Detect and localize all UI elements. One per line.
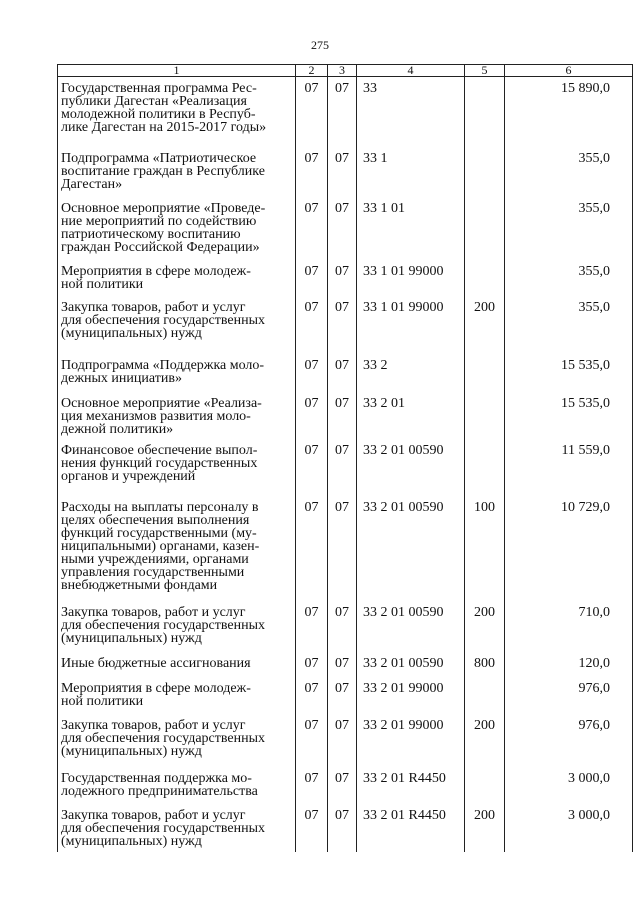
row-subsection — [328, 442, 357, 499]
row-section — [296, 604, 328, 655]
row-subsection — [328, 357, 357, 395]
row-amount — [505, 770, 633, 807]
row-subsection — [328, 299, 357, 357]
row-amount — [505, 299, 633, 357]
table-row — [58, 150, 633, 200]
row-amount-text: 355,0 — [578, 299, 610, 315]
row-amount-text: 355,0 — [578, 150, 610, 166]
row-amount-text: 3 000,0 — [568, 770, 610, 786]
row-target-article — [357, 395, 465, 442]
row-section-text: 07 — [304, 770, 319, 786]
table-header — [58, 65, 633, 77]
row-section-text: 07 — [304, 263, 319, 279]
row-subsection-text: 07 — [335, 499, 349, 515]
row-subsection-text: 07 — [335, 604, 349, 620]
row-amount — [505, 442, 633, 499]
row-expense-type — [465, 77, 505, 150]
row-section — [296, 200, 328, 263]
row-name — [58, 200, 296, 263]
row-amount — [505, 604, 633, 655]
row-name-text: Мероприятия в сфере молодеж- ной политики — [61, 680, 251, 709]
row-section-text: 07 — [304, 200, 319, 216]
row-name — [58, 717, 296, 770]
column-header-2: 2 — [296, 65, 328, 77]
row-name — [58, 770, 296, 807]
row-subsection-text: 07 — [335, 263, 349, 279]
row-name — [58, 604, 296, 655]
column-header-6: 6 — [505, 65, 633, 77]
row-name — [58, 77, 296, 150]
row-target-article — [357, 200, 465, 263]
column-header-1: 1 — [58, 65, 296, 77]
table-row — [58, 263, 633, 299]
row-amount-text: 11 559,0 — [561, 442, 610, 458]
row-target-article-text: 33 — [363, 81, 377, 96]
row-section-text: 07 — [304, 357, 319, 373]
row-target-article — [357, 150, 465, 200]
row-target-article-text: 33 2 01 00590 — [363, 655, 444, 671]
row-amount — [505, 263, 633, 299]
row-amount-text: 15 535,0 — [561, 357, 610, 373]
row-section-text: 07 — [304, 299, 319, 315]
row-section — [296, 717, 328, 770]
row-amount-text: 15 890,0 — [561, 81, 610, 96]
row-subsection-text: 07 — [335, 680, 349, 696]
row-expense-type — [465, 680, 505, 717]
row-section-text: 07 — [304, 604, 319, 620]
row-name-text: Мероприятия в сфере молодеж- ной политики — [61, 263, 251, 292]
row-section — [296, 655, 328, 680]
row-expense-type — [465, 150, 505, 200]
row-expense-type — [465, 442, 505, 499]
row-target-article-text: 33 2 01 — [363, 395, 405, 411]
table-row — [58, 395, 633, 442]
row-name — [58, 655, 296, 680]
row-subsection-text: 07 — [335, 442, 349, 458]
row-section — [296, 499, 328, 604]
row-expense-type — [465, 499, 505, 604]
row-section-text: 07 — [304, 81, 319, 96]
row-name — [58, 395, 296, 442]
row-name-text: Финансовое обеспечение выпол- нения функций государственных органов и учреждений — [61, 442, 258, 484]
row-section — [296, 77, 328, 150]
row-name-text: Иные бюджетные ассигнования — [61, 655, 251, 671]
row-expense-type-text: 200 — [474, 604, 495, 620]
row-subsection — [328, 77, 357, 150]
table-row — [58, 299, 633, 357]
row-target-article — [357, 499, 465, 604]
row-expense-type-text: 200 — [474, 717, 495, 733]
row-amount-text: 120,0 — [578, 655, 610, 671]
row-target-article-text: 33 1 — [363, 150, 388, 166]
row-expense-type-text: 200 — [474, 299, 495, 315]
row-amount — [505, 807, 633, 852]
row-target-article-text: 33 1 01 — [363, 200, 405, 216]
row-amount — [505, 150, 633, 200]
row-target-article-text: 33 2 01 00590 — [363, 442, 444, 458]
row-section — [296, 680, 328, 717]
row-target-article — [357, 807, 465, 852]
row-amount-text: 355,0 — [578, 200, 610, 216]
row-expense-type — [465, 604, 505, 655]
row-subsection-text: 07 — [335, 357, 349, 373]
row-expense-type — [465, 770, 505, 807]
row-target-article-text: 33 2 01 R4450 — [363, 770, 446, 786]
row-name — [58, 499, 296, 604]
row-name — [58, 807, 296, 852]
row-subsection — [328, 655, 357, 680]
row-name — [58, 357, 296, 395]
row-subsection-text: 07 — [335, 150, 349, 166]
row-section-text: 07 — [304, 150, 319, 166]
row-amount-text: 10 729,0 — [561, 499, 610, 515]
row-name-text: Подпрограмма «Поддержка моло- дежных инициатив» — [61, 357, 265, 386]
row-amount — [505, 77, 633, 150]
table-row — [58, 499, 633, 604]
table-row — [58, 200, 633, 263]
row-subsection — [328, 263, 357, 299]
row-subsection — [328, 499, 357, 604]
row-target-article-text: 33 1 01 99000 — [363, 299, 444, 315]
row-section-text: 07 — [304, 807, 319, 823]
row-name — [58, 680, 296, 717]
row-section — [296, 150, 328, 200]
row-section — [296, 357, 328, 395]
row-amount-text: 355,0 — [578, 263, 610, 279]
row-target-article — [357, 717, 465, 770]
row-expense-type — [465, 655, 505, 680]
row-section-text: 07 — [304, 680, 319, 696]
row-name-text: Закупка товаров, работ и услуг для обеспечения государственных (муниципальных) нужд — [61, 717, 265, 759]
row-amount-text: 3 000,0 — [568, 807, 610, 823]
row-amount — [505, 499, 633, 604]
row-target-article-text: 33 2 01 00590 — [363, 499, 444, 515]
table-row — [58, 77, 633, 150]
row-target-article — [357, 263, 465, 299]
row-name-text: Расходы на выплаты персоналу в целях обеспечения выполнения функций государственными (му- ниципальными) органами, казен- ными учреждениями, органами управления государственными внебюджетными фондами — [61, 499, 260, 593]
column-header-5: 5 — [465, 65, 505, 77]
row-target-article-text: 33 2 01 99000 — [363, 717, 444, 733]
row-expense-type — [465, 395, 505, 442]
row-section-text: 07 — [304, 717, 319, 733]
row-amount — [505, 395, 633, 442]
row-target-article-text: 33 2 01 00590 — [363, 604, 444, 620]
row-expense-type — [465, 299, 505, 357]
row-expense-type-text: 200 — [474, 807, 495, 823]
row-amount — [505, 717, 633, 770]
table-row — [58, 680, 633, 717]
row-subsection — [328, 604, 357, 655]
row-amount-text: 710,0 — [578, 604, 610, 620]
table-row — [58, 807, 633, 852]
row-section — [296, 395, 328, 442]
row-target-article-text: 33 2 — [363, 357, 388, 373]
row-section — [296, 807, 328, 852]
row-section-text: 07 — [304, 395, 319, 411]
row-section-text: 07 — [304, 499, 319, 515]
row-target-article — [357, 299, 465, 357]
row-expense-type-text: 100 — [474, 499, 495, 515]
row-amount — [505, 680, 633, 717]
row-amount-text: 976,0 — [578, 680, 610, 696]
budget-table — [57, 64, 633, 852]
table-row — [58, 442, 633, 499]
row-amount — [505, 655, 633, 680]
row-subsection — [328, 680, 357, 717]
column-header-4: 4 — [357, 65, 465, 77]
row-name-text: Подпрограмма «Патриотическое воспитание граждан в Республике Дагестан» — [61, 150, 265, 192]
row-name — [58, 263, 296, 299]
row-expense-type — [465, 807, 505, 852]
row-name — [58, 299, 296, 357]
column-header-3: 3 — [328, 65, 357, 77]
row-section — [296, 263, 328, 299]
row-subsection-text: 07 — [335, 807, 349, 823]
row-target-article — [357, 770, 465, 807]
row-subsection-text: 07 — [335, 81, 349, 96]
row-expense-type — [465, 357, 505, 395]
row-name-text: Закупка товаров, работ и услуг для обеспечения государственных (муниципальных) нужд — [61, 604, 265, 646]
row-subsection-text: 07 — [335, 770, 349, 786]
header-row — [58, 65, 633, 77]
row-target-article — [357, 442, 465, 499]
row-name — [58, 442, 296, 499]
row-amount — [505, 357, 633, 395]
row-subsection-text: 07 — [335, 717, 349, 733]
row-subsection — [328, 717, 357, 770]
row-target-article — [357, 357, 465, 395]
row-subsection-text: 07 — [335, 299, 349, 315]
row-expense-type — [465, 717, 505, 770]
row-section-text: 07 — [304, 442, 319, 458]
table-row — [58, 655, 633, 680]
table-row — [58, 770, 633, 807]
row-expense-type — [465, 200, 505, 263]
row-name-text: Закупка товаров, работ и услуг для обеспечения государственных (муниципальных) нужд — [61, 807, 265, 849]
row-target-article — [357, 655, 465, 680]
row-name-text: Государственная программа Рес- публики Дагестан «Реализация молодежной политики в Респуб- лике Дагестан на 2015-2017 годы» — [61, 81, 267, 135]
row-amount-text: 976,0 — [578, 717, 610, 733]
row-target-article-text: 33 2 01 R4450 — [363, 807, 446, 823]
row-target-article-text: 33 2 01 99000 — [363, 680, 444, 696]
row-target-article — [357, 680, 465, 717]
row-expense-type-text: 800 — [474, 655, 495, 671]
row-expense-type — [465, 263, 505, 299]
row-name-text: Закупка товаров, работ и услуг для обеспечения государственных (муниципальных) нужд — [61, 299, 265, 341]
row-subsection-text: 07 — [335, 655, 349, 671]
row-section-text: 07 — [304, 655, 319, 671]
row-subsection-text: 07 — [335, 395, 349, 411]
row-name — [58, 150, 296, 200]
table-row — [58, 604, 633, 655]
row-section — [296, 299, 328, 357]
row-subsection — [328, 807, 357, 852]
row-subsection — [328, 200, 357, 263]
row-subsection — [328, 770, 357, 807]
row-subsection — [328, 395, 357, 442]
table-row — [58, 717, 633, 770]
row-name-text: Основное мероприятие «Проведе- ние мероприятий по содействию патриотическому воспитанию граждан Российской Федерации» — [61, 200, 266, 255]
row-target-article — [357, 604, 465, 655]
row-subsection-text: 07 — [335, 200, 349, 216]
row-subsection — [328, 150, 357, 200]
row-amount-text: 15 535,0 — [561, 395, 610, 411]
row-name-text: Государственная поддержка мо- лодежного предпринимательства — [61, 770, 258, 799]
page-number: 275 — [311, 38, 329, 52]
row-section — [296, 770, 328, 807]
row-amount — [505, 200, 633, 263]
table-row — [58, 357, 633, 395]
row-target-article-text: 33 1 01 99000 — [363, 263, 444, 279]
row-section — [296, 442, 328, 499]
table-body — [58, 77, 633, 852]
row-target-article — [357, 77, 465, 150]
row-name-text: Основное мероприятие «Реализа- ция механизмов развития моло- дежной политики» — [61, 395, 262, 437]
